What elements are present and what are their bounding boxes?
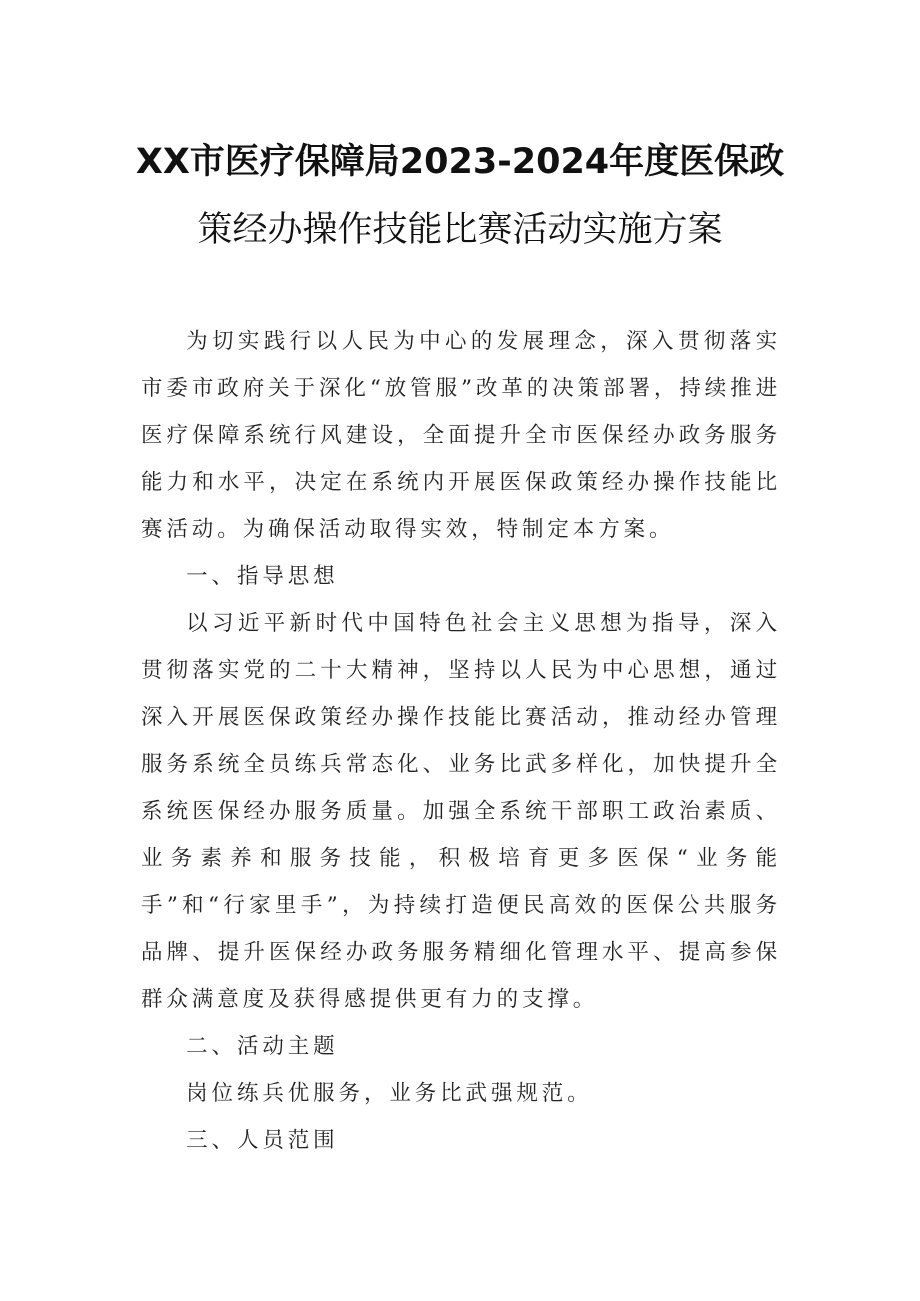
section-2-heading: 二、活动主题 [186,1034,339,1059]
section-1-paragraph: 以习近平新时代中国特色社会主义思想为指导，深入贯彻落实党的二十大精神，坚持以人民为中心思想，通过深入开展医保政策经办操作技能比赛活动，推动经办管理服务系统全员练兵常态化、业务比武多样化，加快提升全系统医保经办服务质量。加强全系统干部职工政治素质、业务素养和服务技能，积极培育更多医保“业务能手”和“行家里手”，为持续打造便民高效的医保公共服务品牌、提升医保经办政务服务精细化管理水平、提高参保群众满意度及获得感提供更有力的支撑。 [141,611,781,1012]
section-2-paragraph: 岗位练兵优服务，业务比武强规范。 [186,1081,593,1106]
section-3-heading: 三、人员范围 [186,1128,339,1153]
document-title-line-2: 策经办操作技能比赛活动实施方案 [197,210,723,250]
document-title-line-1: XX市医疗保障局2023-2024年度医保政 [135,142,785,182]
section-1-heading: 一、指导思想 [186,564,339,589]
intro-paragraph: 为切实践行以人民为中心的发展理念，深入贯彻落实市委市政府关于深化“放管服”改革的决策部署，持续推进医疗保障系统行风建设，全面提升全市医保经办政务服务能力和水平，决定在系统内开展医保政策经办操作技能比赛活动。为确保活动取得实效，特制定本方案。 [141,329,781,542]
document-body [141,318,781,1164]
